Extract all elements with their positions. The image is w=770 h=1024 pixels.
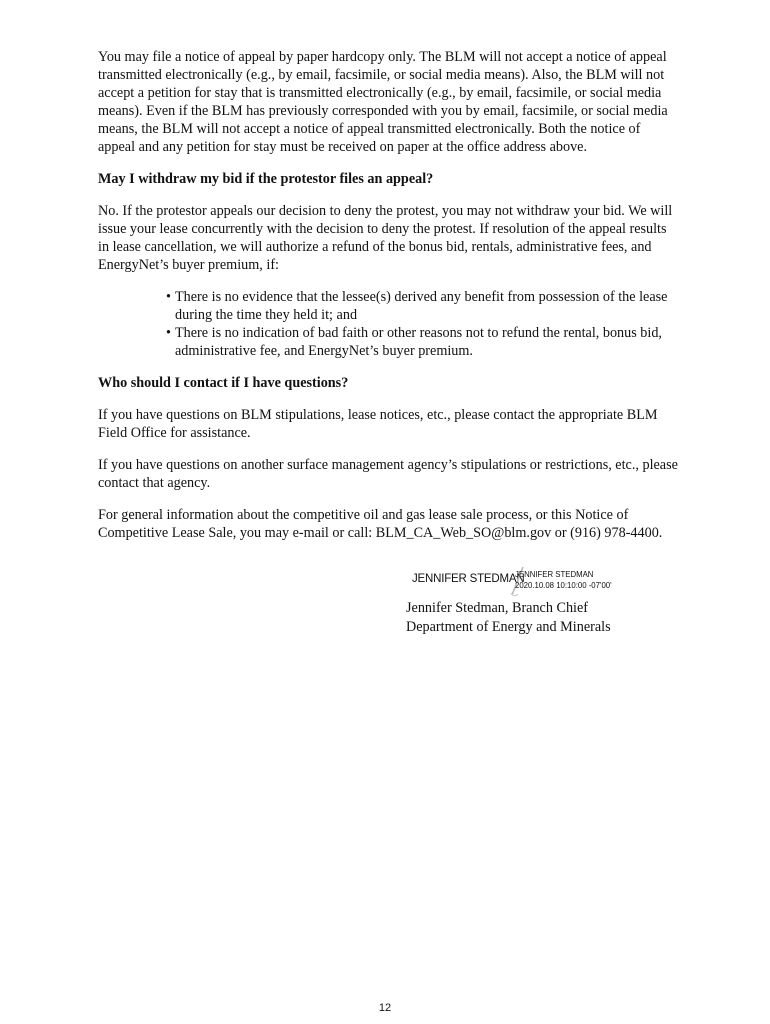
list-item-text: There is no indication of bad faith or other reasons not to refund the rental, bonus bid, administrative fee, and EnergyNet’s buyer premium. <box>175 325 662 359</box>
bullet-icon: • <box>166 325 171 341</box>
withdraw-heading: May I withdraw my bid if the protestor files an appeal? <box>98 171 434 187</box>
signatory-name-title: Jennifer Stedman, Branch Chief <box>406 600 589 616</box>
document-body <box>98 48 680 556</box>
list-item <box>158 288 680 324</box>
bullet-icon: • <box>166 289 171 305</box>
list-item <box>158 324 680 360</box>
signature-timestamp: 2020.10.08 10:10:00 -07'00' <box>515 581 612 590</box>
page-number: 12 <box>378 1002 392 1014</box>
signature-details <box>515 569 612 591</box>
digital-signature-stamp <box>412 567 632 595</box>
intro-paragraph: You may file a notice of appeal by paper hardcopy only. The BLM will not accept a notice of appeal transmitted electronically (e.g., by email, facsimile, or social media means). Also, the BLM will not accept a petition for stay that is transmitted electronically (e.g., by email, facsimile, or social media means). Even if the BLM has previously corresponded with you by email, facsimile, or social media means, the BLM will not accept a notice of appeal transmitted electronically. Both the notice of appeal and any petition for stay must be received on paper at the office address above. <box>98 49 668 155</box>
withdraw-paragraph: No. If the protestor appeals our decision to deny the protest, you may not withdraw your bid. We will issue your lease concurrently with the decision to deny the protest. If resolution of the appeal results in lease cancellation, we will authorize a refund of the bonus bid, rentals, administrative fees, and EnergyNet’s buyer premium, if: <box>98 203 673 273</box>
contact-paragraph-agency: If you have questions on another surface management agency’s stipulations or restrictions, etc., please contact that agency. <box>98 457 678 491</box>
signature-signer-small: JENNIFER STEDMAN <box>515 570 594 579</box>
signature-signer-name: JENNIFER STEDMAN <box>412 573 525 585</box>
signatory-department: Department of Energy and Minerals <box>406 619 611 635</box>
contact-heading: Who should I contact if I have questions? <box>98 375 349 391</box>
contact-paragraph-general: For general information about the competitive oil and gas lease sale process, or this Notice of Competitive Lease Sale, you may e-mail or call: BLM_CA_Web_SO@blm.gov or (916) 978-4400. <box>98 507 663 541</box>
refund-conditions-list <box>98 288 680 360</box>
contact-paragraph-blm: If you have questions on BLM stipulations, lease notices, etc., please contact the appropriate BLM Field Office for assistance. <box>98 407 658 441</box>
signature-block <box>406 599 611 637</box>
list-item-text: There is no evidence that the lessee(s) derived any benefit from possession of the lease during the time they held it; and <box>175 289 668 323</box>
